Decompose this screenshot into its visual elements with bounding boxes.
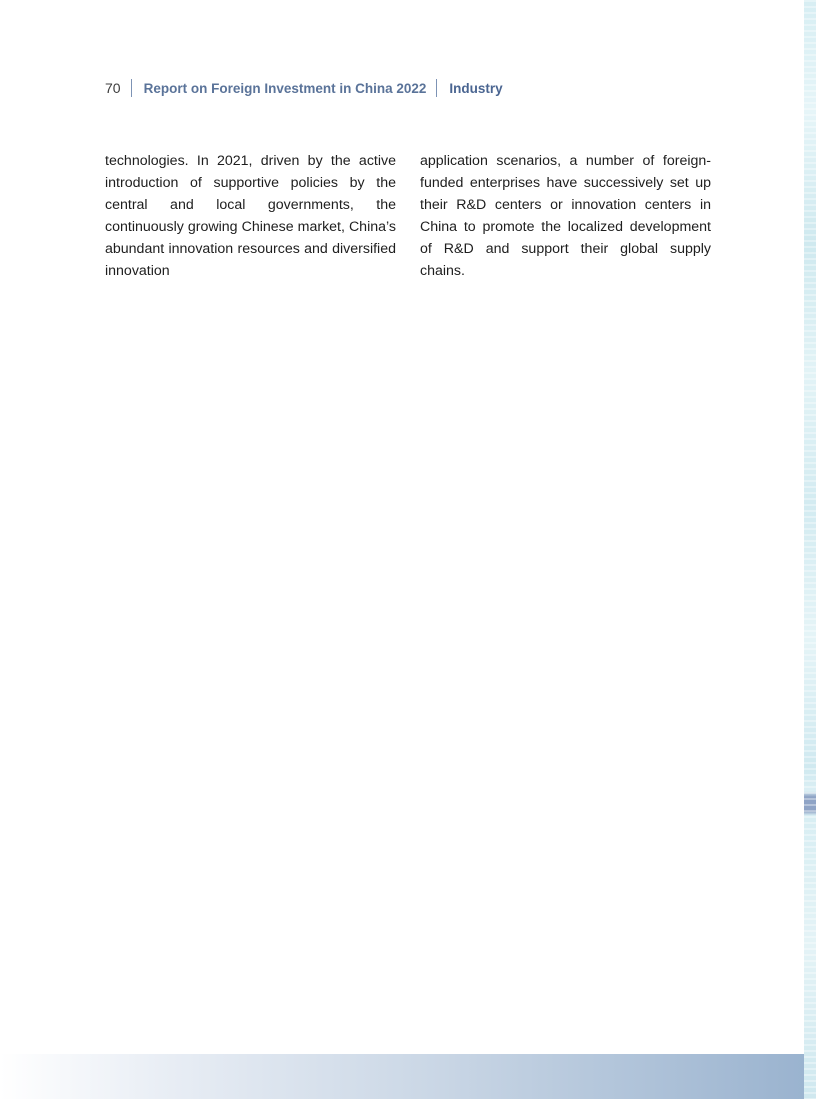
header-divider	[131, 79, 132, 97]
left-column	[105, 150, 396, 282]
footer-gradient-band	[0, 1054, 804, 1099]
right-column	[420, 150, 711, 282]
body-text	[105, 150, 711, 282]
report-title: Report on Foreign Investment in China 2022	[143, 80, 427, 96]
page-edge-decoration	[804, 0, 816, 1099]
page-number: 70	[105, 80, 121, 96]
header-divider	[436, 79, 437, 97]
left-column-paragraph: technologies. In 2021, driven by the active introduction of supportive policies by the central and local governments, the continuously growing Chinese market, China’s abundant innovation resources and diversified innovation	[105, 153, 396, 279]
right-column-paragraph: application scenarios, a number of foreign-funded enterprises have successively set up their R&D centers or innovation centers in China to promote the localized development of R&D and support their global supply chains.	[420, 153, 711, 279]
running-header	[105, 78, 503, 98]
section-name: Industry	[449, 80, 503, 96]
